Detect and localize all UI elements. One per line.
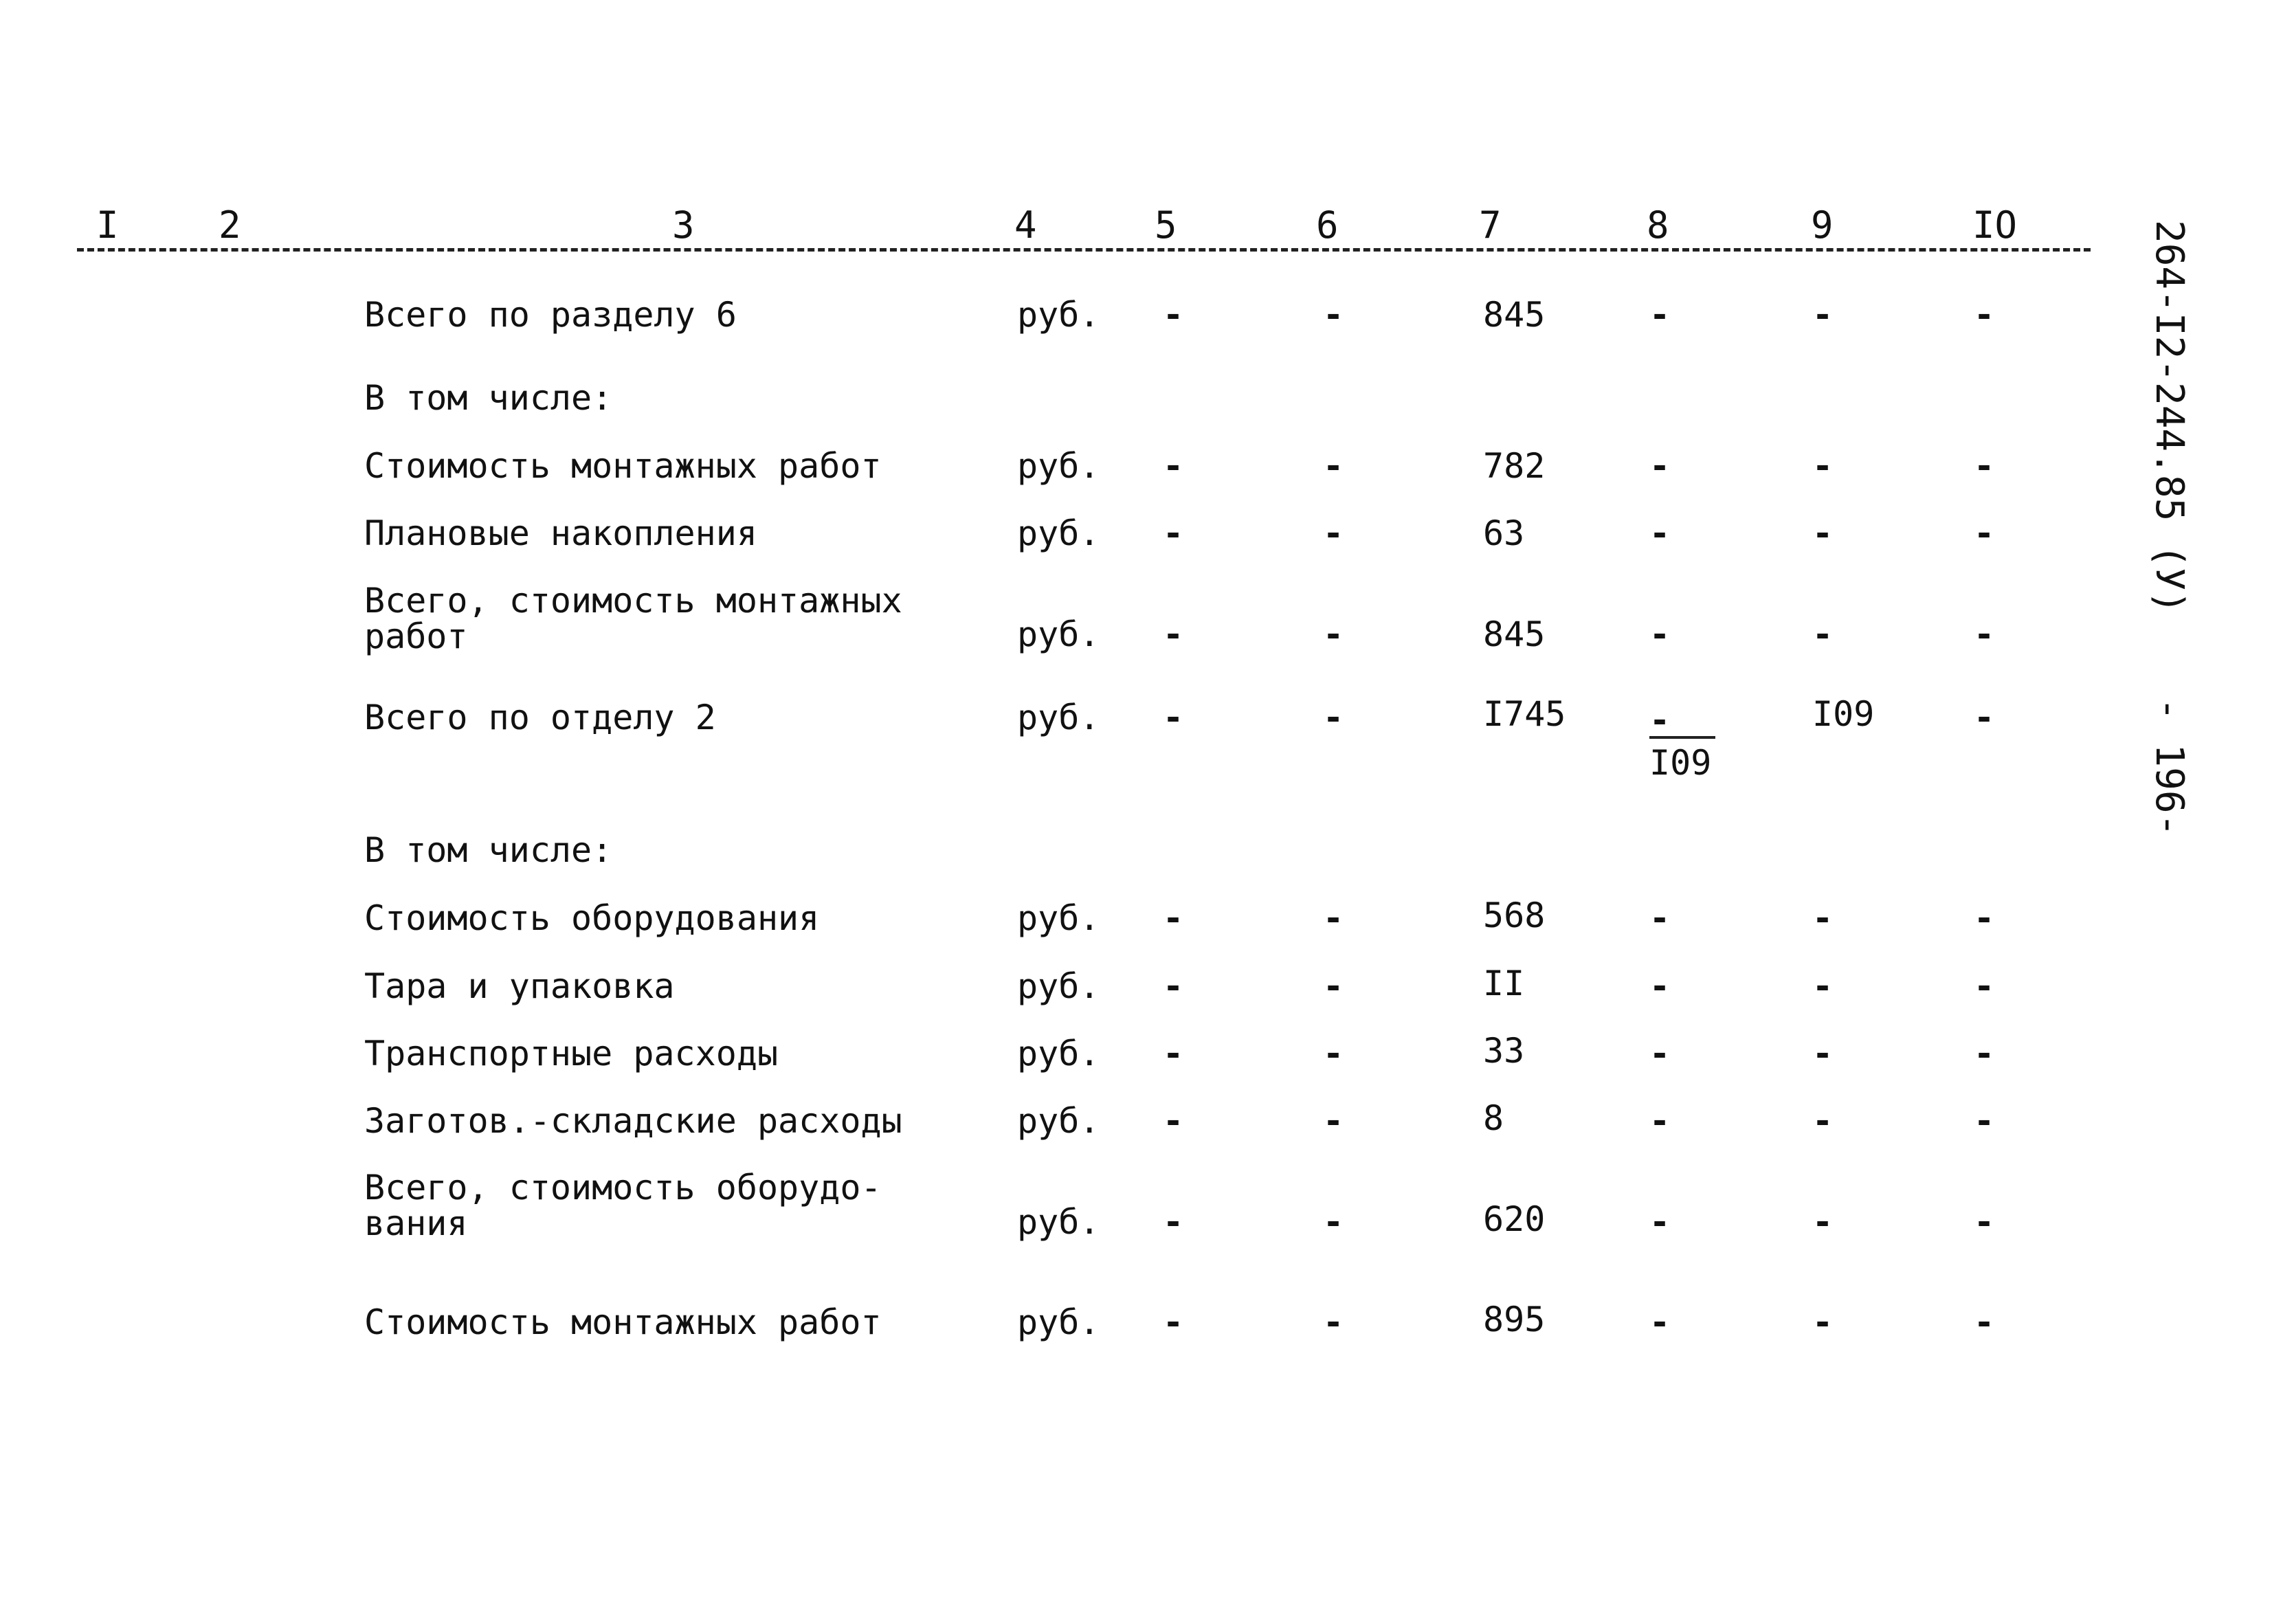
row-col10: - (1974, 446, 1995, 486)
row-col10: - (1974, 1202, 1995, 1242)
row-description: В том числе: (364, 378, 613, 418)
row-col6: - (1323, 1034, 1344, 1074)
row-col5: - (1163, 1302, 1184, 1342)
row-description: Всего, стоимость монтажных работ (364, 581, 902, 656)
row-unit: руб. (1017, 1302, 1100, 1342)
column-header-5: 5 (1155, 203, 1177, 247)
row-description: Тара и упаковка (364, 966, 675, 1006)
row-col10: - (1974, 1302, 1995, 1342)
row-col5: - (1163, 614, 1184, 654)
column-header-3: 3 (672, 203, 695, 247)
row-col9: - (1812, 1034, 1834, 1074)
column-header-7: 7 (1479, 203, 1502, 247)
row-col6: - (1323, 295, 1344, 335)
row-col8: - (1649, 966, 1671, 1006)
page-number-side: - 196- (2147, 698, 2192, 837)
row-col9: - (1812, 1202, 1834, 1242)
row-col10: - (1974, 513, 1995, 553)
row-col5: - (1163, 446, 1184, 486)
row-col5: - (1163, 1034, 1184, 1074)
row-col8: - (1649, 1202, 1671, 1242)
row-col5: - (1163, 1202, 1184, 1242)
row-unit: руб. (1017, 446, 1100, 486)
document-code-side: 264-I2-244.85 (У) (2147, 220, 2192, 614)
column-header-6: 6 (1316, 203, 1339, 247)
row-col5: - (1163, 513, 1184, 553)
row-col6: - (1323, 446, 1344, 486)
row-col7: I745 (1483, 694, 1566, 734)
row-col7: 845 (1483, 295, 1546, 335)
row-col6: - (1323, 1202, 1344, 1242)
row-col6: - (1323, 1302, 1344, 1342)
header-rule (77, 248, 2091, 252)
row-col10: - (1974, 295, 1995, 335)
row-col7: 63 (1483, 513, 1525, 553)
row-description: Заготов.-складские расходы (364, 1101, 902, 1141)
row-col6: - (1323, 898, 1344, 938)
fraction-bar (1649, 736, 1715, 739)
row-description: Стоимость монтажных работ (364, 1302, 882, 1342)
row-col10: - (1974, 966, 1995, 1006)
row-col8-denominator: I09 (1649, 743, 1712, 783)
row-col7: 33 (1483, 1031, 1525, 1071)
row-col8: - (1649, 513, 1671, 553)
row-description: Плановые накопления (364, 513, 757, 553)
row-col7: II (1483, 964, 1525, 1003)
column-header-10: IO (1972, 203, 2018, 247)
row-unit: руб. (1017, 898, 1100, 938)
row-col9: - (1812, 1101, 1834, 1141)
row-col5: - (1163, 1101, 1184, 1141)
row-col8: - (1649, 614, 1671, 654)
row-col6: - (1323, 513, 1344, 553)
row-col9: - (1812, 966, 1834, 1006)
row-unit: руб. (1017, 1202, 1100, 1242)
row-col9: - (1812, 614, 1834, 654)
column-header-8: 8 (1647, 203, 1669, 247)
row-col9: - (1812, 446, 1834, 486)
row-col9: - (1812, 513, 1834, 553)
column-header-9: 9 (1811, 203, 1834, 247)
row-col5: - (1163, 898, 1184, 938)
row-col8: - (1649, 1302, 1671, 1342)
row-unit: руб. (1017, 966, 1100, 1006)
row-unit: руб. (1017, 1034, 1100, 1074)
row-col8: - (1649, 446, 1671, 486)
row-col8: - (1649, 295, 1671, 335)
row-col6: - (1323, 698, 1344, 737)
row-description: Всего, стоимость оборудо- вания (364, 1168, 882, 1243)
row-description: Всего по разделу 6 (364, 295, 737, 335)
row-col8: - (1649, 1034, 1671, 1074)
row-col9: - (1812, 898, 1834, 938)
row-col7: 845 (1483, 614, 1546, 654)
row-col5: - (1163, 295, 1184, 335)
row-col9: - (1812, 295, 1834, 335)
row-col9: - (1812, 1302, 1834, 1342)
row-col5: - (1163, 698, 1184, 737)
row-col7: 620 (1483, 1199, 1546, 1239)
row-description: Всего по отделу 2 (364, 698, 716, 737)
row-description: Стоимость оборудования (364, 898, 820, 938)
row-col5: - (1163, 966, 1184, 1006)
row-col7: 895 (1483, 1300, 1546, 1339)
row-description: Транспортные расходы (364, 1034, 779, 1074)
column-header-1: I (96, 203, 119, 247)
column-header-4: 4 (1014, 203, 1037, 247)
row-col10: - (1974, 1034, 1995, 1074)
row-description: Стоимость монтажных работ (364, 446, 882, 486)
row-col10: - (1974, 1101, 1995, 1141)
row-col8: - (1649, 898, 1671, 938)
row-col8: - (1649, 1101, 1671, 1141)
row-unit: руб. (1017, 1101, 1100, 1141)
row-col8-numerator: - (1649, 700, 1671, 740)
row-description: В том числе: (364, 830, 613, 870)
row-col9: I09 (1812, 694, 1875, 734)
row-col10: - (1974, 898, 1995, 938)
row-unit: руб. (1017, 614, 1100, 654)
row-col10: - (1974, 698, 1995, 737)
row-col10: - (1974, 614, 1995, 654)
row-unit: руб. (1017, 295, 1100, 335)
row-col6: - (1323, 614, 1344, 654)
row-col7: 8 (1483, 1098, 1504, 1138)
row-col6: - (1323, 1101, 1344, 1141)
column-header-2: 2 (219, 203, 241, 247)
row-unit: руб. (1017, 698, 1100, 737)
row-col7: 568 (1483, 896, 1546, 935)
row-col6: - (1323, 966, 1344, 1006)
row-unit: руб. (1017, 513, 1100, 553)
row-col7: 782 (1483, 446, 1546, 486)
